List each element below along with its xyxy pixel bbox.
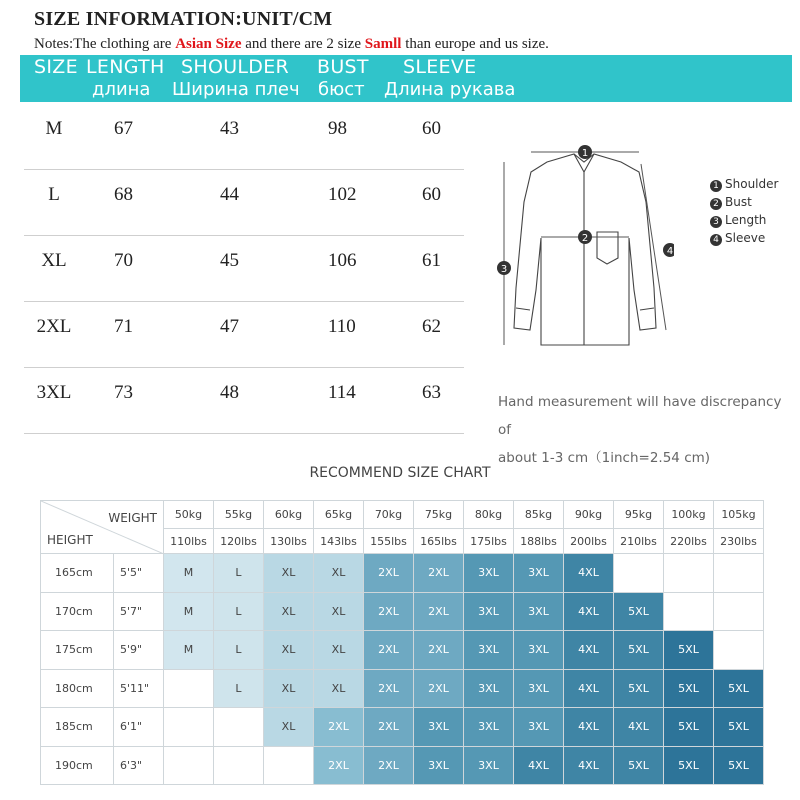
legend-item (710, 175, 778, 193)
weight-lbs: 175lbs (464, 529, 514, 554)
size-cell: 2XL (364, 554, 414, 593)
size-cell: 3XL (514, 708, 564, 747)
notes-prefix: Notes:The clothing are (34, 36, 176, 52)
length-cell: 67 (114, 118, 133, 139)
bust-cell: 102 (328, 184, 357, 205)
size-cell: 5XL (614, 746, 664, 785)
size-cell: 4XL (564, 708, 614, 747)
size-cell (164, 669, 214, 708)
weight-kg: 85kg (514, 501, 564, 529)
weight-lbs: 188lbs (514, 529, 564, 554)
height-row (41, 669, 764, 708)
measure-lines (504, 152, 666, 345)
size-notes (34, 36, 549, 53)
weight-lbs: 220lbs (664, 529, 714, 554)
weight-kg: 70kg (364, 501, 414, 529)
length-cell: 70 (114, 250, 133, 271)
size-row (24, 104, 464, 170)
marker-4-label: 4 (666, 246, 674, 257)
size-cell: 3XL (464, 554, 514, 593)
legend-item (710, 229, 778, 247)
weight-lbs: 165lbs (414, 529, 464, 554)
size-cell (714, 631, 764, 670)
height-cm: 170cm (41, 592, 114, 631)
size-cell: 5XL (614, 592, 664, 631)
bust-cell: 110 (328, 316, 356, 337)
size-table-header (20, 55, 792, 102)
header-length: LENGTH (86, 56, 165, 78)
bust-cell: 106 (328, 250, 357, 271)
size-cell: L (214, 669, 264, 708)
weight-lbs: 120lbs (214, 529, 264, 554)
size-cell: 2XL (414, 554, 464, 593)
recommend-title: RECOMMEND SIZE CHART (309, 465, 491, 481)
size-cell: 3XL (514, 669, 564, 708)
size-cell (714, 592, 764, 631)
legend-label: Sleeve (725, 231, 766, 245)
size-cell: 2XL (364, 592, 414, 631)
size-cell: 4XL (564, 554, 614, 593)
size-cell: 4XL (514, 746, 564, 785)
size-cell: 2XL (36, 316, 72, 337)
height-cm: 165cm (41, 554, 114, 593)
height-row (41, 554, 764, 593)
shoulder-cell: 44 (220, 184, 239, 205)
sleeve-cell: 60 (422, 184, 441, 205)
size-cell: 2XL (314, 708, 364, 747)
height-cm: 185cm (41, 708, 114, 747)
size-cell (164, 746, 214, 785)
size-cell: 3XL (464, 669, 514, 708)
size-cell (614, 554, 664, 593)
size-cell: XL (314, 554, 364, 593)
notes-asian-size: Asian Size (175, 36, 242, 52)
header-bust-ru: бюст (318, 79, 365, 100)
length-cell: 73 (114, 382, 133, 403)
size-cell: 5XL (614, 669, 664, 708)
size-row (24, 170, 464, 236)
size-cell: M (45, 118, 63, 139)
size-cell: 5XL (714, 708, 764, 747)
shoulder-cell: 47 (220, 316, 239, 337)
weight-kg: 90kg (564, 501, 614, 529)
size-cell: XL (314, 669, 364, 708)
weight-label: WEIGHT (108, 511, 157, 525)
length-cell: 68 (114, 184, 133, 205)
shirt-diagram-svg (494, 140, 674, 375)
size-cell (214, 708, 264, 747)
height-ft: 5'5" (114, 554, 164, 593)
weight-lbs: 200lbs (564, 529, 614, 554)
sleeve-cell: 61 (422, 250, 441, 271)
legend-item (710, 193, 778, 211)
size-cell: 2XL (414, 592, 464, 631)
weight-kg: 100kg (664, 501, 714, 529)
shoulder-cell: 48 (220, 382, 239, 403)
weight-kg: 80kg (464, 501, 514, 529)
size-cell: 5XL (664, 631, 714, 670)
size-cell: 5XL (664, 669, 714, 708)
weight-lbs: 110lbs (164, 529, 214, 554)
legend-number-icon: 3 (710, 216, 722, 228)
note-line-1: Hand measurement will have discrepancy of (498, 394, 782, 438)
measurement-legend (710, 175, 778, 247)
size-cell: 3XL (414, 746, 464, 785)
size-cell: 5XL (714, 669, 764, 708)
size-cell: M (164, 554, 214, 593)
size-cell: 4XL (564, 669, 614, 708)
length-cell: 71 (114, 316, 133, 337)
weight-lbs: 130lbs (264, 529, 314, 554)
shoulder-cell: 45 (220, 250, 239, 271)
weight-kg: 60kg (264, 501, 314, 529)
header-length-ru: длина (92, 79, 151, 100)
size-cell: 3XL (514, 554, 564, 593)
size-cell (664, 554, 714, 593)
size-cell: 2XL (414, 669, 464, 708)
recommend-size-table (40, 500, 764, 785)
marker-1-label: 1 (581, 148, 589, 159)
size-cell (214, 746, 264, 785)
size-cell: 2XL (364, 669, 414, 708)
height-ft: 5'11" (114, 669, 164, 708)
weight-kg: 95kg (614, 501, 664, 529)
size-cell: 2XL (364, 631, 414, 670)
legend-number-icon: 2 (710, 198, 722, 210)
measurement-note (498, 388, 793, 472)
weight-kg-row (41, 501, 764, 529)
header-size: SIZE (34, 56, 78, 78)
size-cell: XL (264, 708, 314, 747)
weight-kg: 75kg (414, 501, 464, 529)
weight-kg: 105kg (714, 501, 764, 529)
height-row (41, 708, 764, 747)
height-ft: 6'3" (114, 746, 164, 785)
size-cell: 4XL (564, 631, 614, 670)
size-row (24, 368, 464, 434)
sleeve-cell: 63 (422, 382, 441, 403)
size-row (24, 236, 464, 302)
size-cell: L (214, 631, 264, 670)
size-cell: XL (264, 592, 314, 631)
weight-kg: 65kg (314, 501, 364, 529)
size-cell (264, 746, 314, 785)
header-corner (41, 501, 164, 554)
size-cell: 4XL (564, 592, 614, 631)
shoulder-cell: 43 (220, 118, 239, 139)
size-cell: 3XL (464, 746, 514, 785)
height-cm: 175cm (41, 631, 114, 670)
page-title: SIZE INFORMATION:UNIT/CM (34, 8, 333, 30)
size-cell (164, 708, 214, 747)
size-cell: 2XL (364, 746, 414, 785)
header-shoulder: SHOULDER (181, 56, 290, 78)
size-cell: 4XL (614, 708, 664, 747)
notes-middle: and there are 2 size (241, 36, 365, 52)
size-cell: L (214, 554, 264, 593)
height-ft: 6'1" (114, 708, 164, 747)
size-cell: XL (264, 669, 314, 708)
header-shoulder-ru: Ширина плеч (172, 79, 300, 100)
height-cm: 190cm (41, 746, 114, 785)
size-cell: XL (41, 250, 67, 271)
size-cell: XL (264, 554, 314, 593)
legend-label: Bust (725, 195, 752, 209)
sleeve-cell: 62 (422, 316, 441, 337)
height-row (41, 592, 764, 631)
legend-label: Shoulder (725, 177, 779, 191)
size-cell: 3XL (464, 592, 514, 631)
weight-kg: 55kg (214, 501, 264, 529)
size-cell: L (48, 184, 60, 205)
legend-number-icon: 4 (710, 234, 722, 246)
weight-lbs: 155lbs (364, 529, 414, 554)
size-cell: 4XL (564, 746, 614, 785)
marker-3-label: 3 (500, 264, 508, 275)
height-row (41, 631, 764, 670)
note-line-2: about 1-3 cm（1inch=2.54 cm) (498, 450, 711, 466)
height-cm: 180cm (41, 669, 114, 708)
height-ft: 5'7" (114, 592, 164, 631)
header-bust: BUST (317, 56, 369, 78)
size-cell: M (164, 631, 214, 670)
size-cell: 3XL (414, 708, 464, 747)
size-cell: 2XL (364, 708, 414, 747)
size-cell: 2XL (414, 631, 464, 670)
legend-label: Length (725, 213, 767, 227)
shirt-measurement-diagram (494, 140, 674, 375)
size-cell: 3XL (464, 708, 514, 747)
size-cell: 5XL (664, 708, 714, 747)
size-cell: 5XL (664, 746, 714, 785)
size-cell (714, 554, 764, 593)
size-cell: 5XL (714, 746, 764, 785)
notes-suffix: than europe and us size. (401, 36, 549, 52)
size-row (24, 302, 464, 368)
legend-item (710, 211, 778, 229)
height-row (41, 746, 764, 785)
bust-cell: 114 (328, 382, 356, 403)
weight-kg: 50kg (164, 501, 214, 529)
height-label: HEIGHT (47, 533, 93, 547)
size-cell: XL (264, 631, 314, 670)
size-cell: XL (314, 631, 364, 670)
weight-lbs: 210lbs (614, 529, 664, 554)
size-cell (664, 592, 714, 631)
sleeve-cell: 60 (422, 118, 441, 139)
notes-samll: Samll (364, 36, 402, 52)
weight-lbs: 143lbs (314, 529, 364, 554)
size-cell: M (164, 592, 214, 631)
size-cell: L (214, 592, 264, 631)
size-cell: 3XL (464, 631, 514, 670)
height-ft: 5'9" (114, 631, 164, 670)
size-cell: 2XL (314, 746, 364, 785)
size-cell: 3XL (514, 631, 564, 670)
header-sleeve: SLEEVE (403, 56, 477, 78)
marker-2-label: 2 (581, 233, 589, 244)
size-cell: 5XL (614, 631, 664, 670)
weight-lbs: 230lbs (714, 529, 764, 554)
size-cell: 3XL (36, 382, 72, 403)
shirt-icon (514, 154, 656, 345)
size-cell: XL (314, 592, 364, 631)
size-cell: 3XL (514, 592, 564, 631)
legend-number-icon: 1 (710, 180, 722, 192)
header-sleeve-ru: Длина рукава (384, 79, 516, 100)
bust-cell: 98 (328, 118, 347, 139)
